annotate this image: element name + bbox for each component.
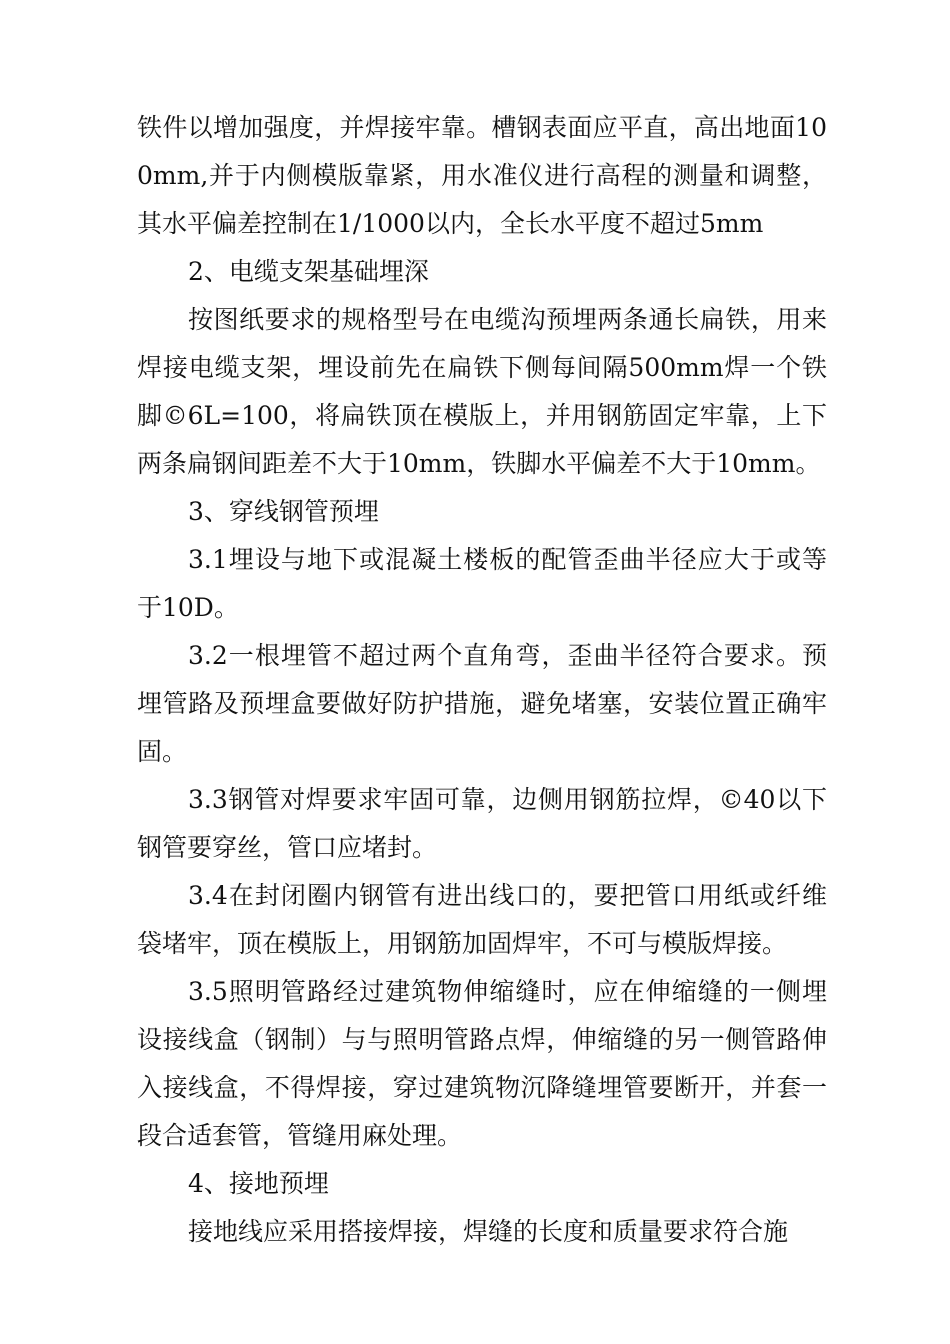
paragraph-3-3: 3.3钢管对焊要求牢固可靠，边侧用钢筋拉焊，©40以下钢管要穿丝，管口应堵封。 — [137, 785, 827, 862]
document-body — [137, 104, 827, 1256]
paragraph-continuation: 铁件以增加强度，并焊接牢靠。槽钢表面应平直，高出地面100mm,并于内侧模版靠紧，用水准仪进行高程的测量和调整，其水平偏差控制在1/1000以内，全长水平度不超过5mm — [137, 113, 827, 238]
section-heading-grounding: 4、接地预埋 — [188, 1169, 329, 1198]
section-heading-cable-support: 2、电缆支架基础埋深 — [188, 257, 429, 286]
section-heading-steel-pipe: 3、穿线钢管预埋 — [188, 497, 379, 526]
paragraph-grounding: 接地线应采用搭接焊接，焊缝的长度和质量要求符合施 — [188, 1217, 789, 1246]
paragraph-cable-support: 按图纸要求的规格型号在电缆沟预埋两条通长扁铁，用来焊接电缆支架，埋设前先在扁铁下侧每间隔500mm焊一个铁脚©6L=100，将扁铁顶在模版上，并用钢筋固定牢靠，上下两条扁钢间距差不大于10mm，铁脚水平偏差不大于10mm。 — [137, 305, 827, 478]
paragraph-3-1: 3.1埋设与地下或混凝土楼板的配管歪曲半径应大于或等于10D。 — [137, 545, 827, 622]
paragraph-3-2: 3.2一根埋管不超过两个直角弯，歪曲半径符合要求。预埋管路及预埋盒要做好防护措施，避免堵塞，安装位置正确牢固。 — [137, 641, 827, 766]
paragraph-3-5: 3.5照明管路经过建筑物伸缩缝时，应在伸缩缝的一侧埋设接线盒（钢制）与与照明管路点焊，伸缩缝的另一侧管路伸入接线盒，不得焊接，穿过建筑物沉降缝埋管要断开，并套一段合适套管，管缝用麻处理。 — [137, 977, 827, 1150]
paragraph-3-4: 3.4在封闭圈内钢管有进出线口的，要把管口用纸或纤维袋堵牢，顶在模版上，用钢筋加固焊牢，不可与模版焊接。 — [137, 881, 827, 958]
